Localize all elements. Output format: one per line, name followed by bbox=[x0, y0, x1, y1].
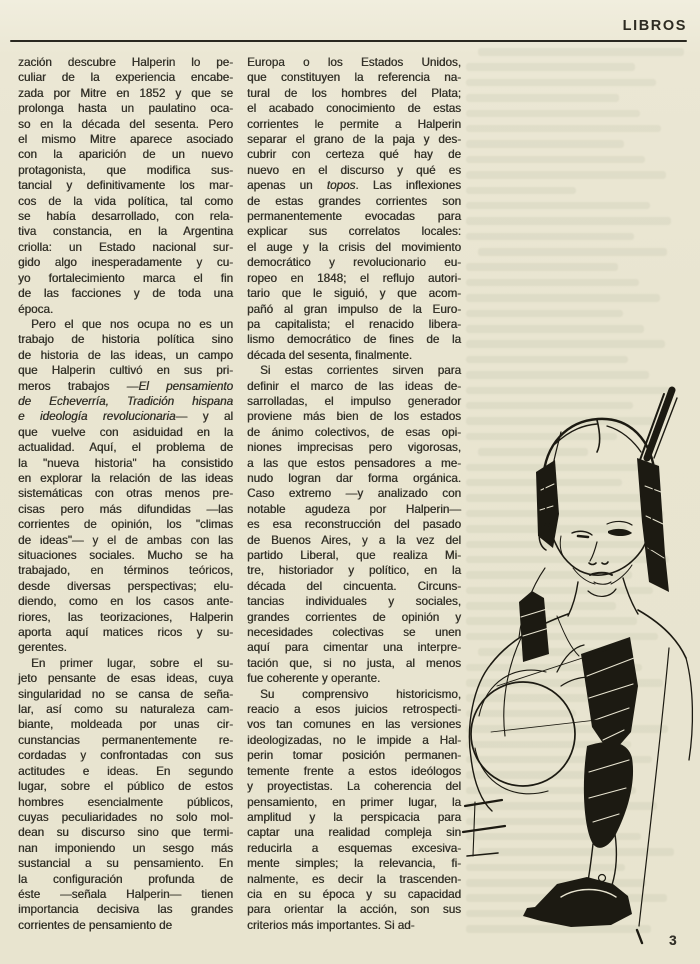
text-line: con la aparición de un nuevo bbox=[18, 148, 233, 162]
text-line: cos de la vida política, tal como bbox=[18, 194, 233, 208]
text-line: corrientes de pensamiento de bbox=[18, 918, 172, 932]
text-line: jeto pensante de esas ideas, cuya bbox=[18, 672, 233, 686]
text-line: gerentes. bbox=[18, 641, 67, 655]
text-column-right bbox=[247, 55, 461, 933]
text-line: apenas un topos. Las inflexiones bbox=[247, 179, 461, 193]
text-line: Pero el que nos ocupa no es un bbox=[31, 317, 233, 331]
text-line: Su comprensivo historicismo, bbox=[260, 687, 461, 701]
text-line: temente frente a estos ideólogos bbox=[247, 764, 461, 778]
text-line: de ideas"— y el de ambas con las bbox=[18, 533, 233, 547]
text-line: cordadas y confrontadas con sus bbox=[18, 749, 233, 763]
text-line: tancias individuales y sociales, bbox=[247, 595, 461, 609]
text-line: meros trabajos —El pensamiento bbox=[18, 379, 233, 393]
text-line: pa capitalista; el renacido libera- bbox=[247, 317, 461, 331]
text-line: Caso extremo —y analizado con bbox=[247, 487, 461, 501]
text-line: importancia decisiva las grandes bbox=[18, 903, 233, 917]
text-line: la configuración profunda de bbox=[18, 872, 233, 886]
text-line: tural de los hombres del Plata; bbox=[247, 86, 461, 100]
text-line: desde diversas perspectivas; elu- bbox=[18, 579, 233, 593]
header-rule bbox=[10, 40, 687, 42]
text-line: vos tan comunes en las versiones bbox=[247, 718, 461, 732]
text-line: cuyas peculiaridades no solo mol- bbox=[18, 810, 233, 824]
text-line: definir el marco de las ideas de- bbox=[247, 379, 461, 393]
text-line: democrático y revolucionario eu- bbox=[247, 256, 461, 270]
text-line: grandes corrientes de opinión y bbox=[247, 610, 461, 624]
text-line: dean su discurso sino que termi- bbox=[18, 826, 233, 840]
text-line: ropeo en 1848; el reflujo autori- bbox=[247, 271, 461, 285]
text-line: hombres esencialmente públicos, bbox=[18, 795, 233, 809]
page-number: 3 bbox=[669, 933, 677, 948]
text-line: la "nueva historia" ha consistido bbox=[18, 456, 233, 470]
text-line: niones imprecisas pero vigorosas, bbox=[247, 441, 461, 455]
text-line: gido algo inesperadamente y cu- bbox=[18, 256, 233, 270]
text-line: a las que estos pensadores a me- bbox=[247, 456, 461, 470]
text-line: corrientes de opinión, los "climas bbox=[18, 518, 233, 532]
text-line: que Halperin cultivó en sus pri- bbox=[18, 364, 233, 378]
text-line: singularidad no se cansa de seña- bbox=[18, 687, 233, 701]
text-line: nalmente, es decir la trascenden- bbox=[247, 872, 461, 886]
text-line: reducirla a esquemas excesiva- bbox=[247, 841, 461, 855]
text-line: permanentemente evocadas para bbox=[247, 210, 461, 224]
text-line: pañó al gran impulso de la Euro- bbox=[247, 302, 461, 316]
text-line: explicar sus correlatos locales: bbox=[247, 225, 461, 239]
text-line: zada por Mitre en 1852 y que se bbox=[18, 86, 233, 100]
text-line: para orientar la acción, son sus bbox=[247, 903, 461, 917]
text-line: tación que, si no justa, al menos bbox=[247, 656, 461, 670]
text-line: criolla: un Estado nacional sur- bbox=[18, 240, 233, 254]
text-line: amplitud y la perspicacia para bbox=[247, 810, 461, 824]
text-line: y proyectistas. La coherencia del bbox=[247, 780, 461, 794]
text-line: década del cincuenta. Circuns- bbox=[247, 579, 461, 593]
text-line: trabajado, en términos teóricos, bbox=[18, 564, 233, 578]
text-line: ideologizadas, no le impide a Hal- bbox=[247, 733, 461, 747]
text-line: captar una realidad compleja sin bbox=[247, 826, 461, 840]
text-line: reacio a esos juicios retrospecti- bbox=[247, 703, 461, 717]
text-line: proviene más bien de los estados bbox=[247, 410, 461, 424]
text-line: aporta aquí matices ricos y su- bbox=[18, 626, 233, 640]
text-line: década del sesenta, finalmente. bbox=[247, 348, 413, 362]
text-line: de ánimo colectivos, de esas opi- bbox=[247, 425, 461, 439]
text-line: de las facciones y de toda una bbox=[18, 287, 233, 301]
text-line: mente simples; la relevancia, fi- bbox=[247, 857, 461, 871]
child-sketch-illustration bbox=[461, 386, 698, 948]
text-line: lugar, sobre el público de estos bbox=[18, 780, 233, 794]
text-line: e ideología revolucionaria— y al bbox=[18, 410, 234, 424]
text-line: yo fortalecimiento marca el fin bbox=[18, 271, 233, 285]
text-line: diendo, como en los casos ante- bbox=[18, 595, 233, 609]
text-line: el acabado conocimiento de estas bbox=[247, 102, 461, 116]
text-line: es esa reconstrucción del pasado bbox=[247, 518, 461, 532]
text-line: notable agudeza por Halperin— bbox=[247, 502, 461, 516]
text-line: tancial y definitivamente los mar- bbox=[18, 179, 233, 193]
text-line: que constituyen la referencia na- bbox=[247, 71, 461, 85]
text-line: tiva constancia, en la Argentina bbox=[18, 225, 233, 239]
text-line: necesidades colectivas se unen bbox=[247, 626, 461, 640]
text-line: de Buenos Aires, y a la vez del bbox=[247, 533, 461, 547]
text-line: cubrir con certeza qué hay de bbox=[247, 148, 461, 162]
text-line: nan imponiendo un sesgo más bbox=[18, 841, 233, 855]
text-line: pensamiento, en primer lugar, la bbox=[247, 795, 461, 809]
text-line: zación descubre Halperin lo pe- bbox=[18, 56, 233, 69]
text-line: partido Liberal, que realiza Mi- bbox=[247, 549, 461, 562]
text-line: separar el grano de la paja y des- bbox=[247, 133, 461, 147]
text-line: de estas grandes corrientes son bbox=[247, 194, 461, 208]
text-line: Si estas corrientes sirven para bbox=[260, 364, 461, 378]
text-line: de historia de las ideas, un campo bbox=[18, 348, 233, 362]
text-line: culiar de la experiencia encabe- bbox=[18, 71, 233, 85]
text-line: éste —señala Halperin— tienen bbox=[18, 887, 233, 901]
text-line: lismo democrático de fines de la bbox=[247, 333, 461, 347]
text-line: actitudes e ideas. En segundo bbox=[18, 764, 233, 778]
text-line: situaciones sociales. Mucho se ha bbox=[18, 549, 233, 562]
text-line: cia en su época y su capacidad bbox=[247, 887, 461, 901]
text-line: riores, las teorizaciones, Halperin bbox=[18, 610, 233, 624]
text-line: so en la década del sesenta. Pero bbox=[18, 117, 233, 131]
text-line: sarrolladas, el impulso generador bbox=[247, 394, 461, 408]
text-line: cunstancias permanentemente re- bbox=[18, 733, 233, 747]
text-line: fue coherente y operante. bbox=[247, 672, 381, 686]
text-line: corrientes le permite a Halperin bbox=[247, 117, 461, 131]
text-line: de Echeverría, Tradición hispana bbox=[18, 394, 233, 408]
text-line: lar, así como su naturaleza cam- bbox=[18, 703, 233, 717]
text-line: se había desarrollado, con rela- bbox=[18, 210, 233, 224]
text-line: que vuelve con asiduidad en la bbox=[18, 425, 233, 439]
text-line: tario que le siguió, y que acom- bbox=[247, 287, 461, 301]
text-line: cisas pero más difundidas —las bbox=[18, 502, 233, 516]
text-line: en explorar la relación de las ideas bbox=[18, 471, 233, 485]
text-line: protagonista, que modifica sus- bbox=[18, 163, 233, 177]
text-line: tre, historiador y político, en la bbox=[247, 564, 461, 578]
text-column-left bbox=[18, 55, 233, 933]
text-line: aquí para cimentar una interpre- bbox=[247, 641, 461, 655]
text-line: actualidad. Aquí, el problema de bbox=[18, 441, 233, 455]
text-line: el auge y la crisis del movimiento bbox=[247, 240, 461, 254]
text-line: trabajo de historia política sino bbox=[18, 333, 233, 347]
text-line: sistemáticas con otras menos pre- bbox=[18, 487, 233, 501]
text-line: sustancial a su pensamiento. En bbox=[18, 857, 233, 871]
text-line: nudo logran dar forma orgánica. bbox=[247, 471, 461, 485]
text-line: época. bbox=[18, 302, 54, 316]
text-line: Europa o los Estados Unidos, bbox=[247, 56, 461, 69]
text-line: perin tomar posición permanen- bbox=[247, 749, 461, 763]
text-line: biante, moldeada por unas cir- bbox=[18, 718, 233, 732]
section-header: LIBROS bbox=[622, 18, 687, 34]
text-line: el mismo Mitre aparece asociado bbox=[18, 133, 233, 147]
text-line: criterios más importantes. Si ad- bbox=[247, 918, 415, 932]
text-line: En primer lugar, sobre el su- bbox=[31, 656, 233, 670]
text-line: prolonga hasta un paulatino oca- bbox=[18, 102, 233, 116]
text-line: nuevo en el discurso y qué es bbox=[247, 163, 461, 177]
